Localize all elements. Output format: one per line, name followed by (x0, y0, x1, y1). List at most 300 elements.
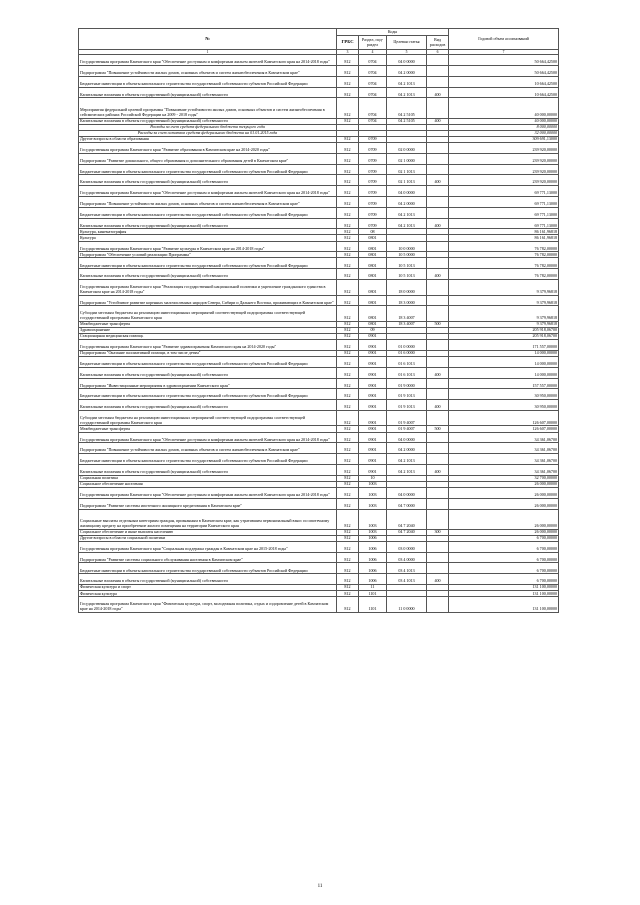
row-vid (427, 207, 449, 218)
row-name: Социальное обеспечение и иные выплаты населению (79, 529, 337, 535)
row-article: 04 0 0000 (387, 55, 427, 66)
row-sum: 34 361,06700 (449, 432, 559, 443)
row-sum: 131 100,00000 (449, 591, 559, 597)
row-grbs: 812 (337, 235, 359, 241)
header-grbs: ГРБС (337, 36, 359, 50)
table-row (79, 241, 559, 252)
row-article: 10 5 0000 (387, 252, 427, 258)
row-razdel: 0709 (359, 196, 387, 207)
row-sum: 239 920,00000 (449, 164, 559, 175)
row-grbs: 812 (337, 481, 359, 487)
row-sum: 205 918,06700 (449, 333, 559, 339)
row-article: 04 2 0000 (387, 196, 427, 207)
row-grbs: 812 (337, 153, 359, 164)
row-vid (427, 410, 449, 426)
row-sum: 69 771,13000 (449, 196, 559, 207)
row-grbs: 812 (337, 552, 359, 563)
row-grbs: 812 (337, 597, 359, 613)
row-grbs: 812 (337, 258, 359, 269)
row-name: Государственная программа Камчатского края "Развитие образования в Камчатском крае на 2014-2020 годы" (79, 142, 337, 153)
row-grbs: 812 (337, 454, 359, 465)
table-row (79, 464, 559, 475)
row-razdel: 0901 (359, 340, 387, 351)
row-grbs: 812 (337, 389, 359, 400)
row-name: Подпрограмма "Устойчивое развитие коренных малочисленных народов Севера, Сибири и Дальнего Востока, проживающих в Камчатском крае" (79, 295, 337, 306)
row-article: 04 2 1013 (387, 464, 427, 475)
table-row (79, 164, 559, 175)
row-sum: 6 700,00000 (449, 563, 559, 574)
row-name: Расходы за счет средств федерального бюджета текущего года (79, 124, 337, 130)
row-vid (427, 552, 449, 563)
row-article: 01 6 0000 (387, 350, 427, 356)
row-grbs: 812 (337, 118, 359, 124)
row-grbs: 812 (337, 426, 359, 432)
row-sum: 34 361,06700 (449, 454, 559, 465)
row-article: 04 2 5105 (387, 98, 427, 118)
row-sum: 126 607,00000 (449, 410, 559, 426)
row-grbs: 812 (337, 175, 359, 186)
row-article: 01 9 1013 (387, 389, 427, 400)
row-article: 03 4 1013 (387, 574, 427, 585)
row-razdel: 1101 (359, 591, 387, 597)
row-sum: 32 700,00000 (449, 475, 559, 481)
row-razdel: 1003 (359, 487, 387, 498)
row-sum: 9 379,96818 (449, 306, 559, 322)
table-row (79, 597, 559, 613)
row-article: 04 2 1013 (387, 454, 427, 465)
row-grbs: 812 (337, 541, 359, 552)
row-grbs: 812 (337, 76, 359, 87)
table-row (79, 175, 559, 186)
row-grbs: 812 (337, 475, 359, 481)
row-razdel: 1006 (359, 563, 387, 574)
table-row (79, 552, 559, 563)
row-razdel: 0801 (359, 269, 387, 280)
budget-table (78, 28, 559, 613)
row-razdel: 1003 (359, 498, 387, 509)
row-name: Бюджетные инвестиции в объекты капитального строительства государственной собственности субъектов Российской Федерации (79, 207, 337, 218)
row-razdel: 0901 (359, 350, 387, 356)
table-row (79, 306, 559, 322)
row-razdel: 1101 (359, 597, 387, 613)
table-row (79, 87, 559, 98)
row-name: Бюджетные инвестиции в объекты капитального строительства государственной собственности субъектов Российской Федерации (79, 258, 337, 269)
table-row (79, 509, 559, 529)
row-razdel: 0801 (359, 321, 387, 327)
row-name: Социальная политика (79, 475, 337, 481)
row-name: Капитальные вложения в объекты государственной (муниципальной) собственности (79, 218, 337, 229)
row-article: 04 2 1013 (387, 207, 427, 218)
row-grbs: 812 (337, 186, 359, 197)
row-grbs: 812 (337, 340, 359, 351)
table-row (79, 55, 559, 66)
table-row (79, 541, 559, 552)
table-row (79, 378, 559, 389)
table-row (79, 487, 559, 498)
row-name: Культура (79, 235, 337, 241)
row-razdel: 0901 (359, 378, 387, 389)
row-razdel: 1006 (359, 552, 387, 563)
row-sum: 6 700,00000 (449, 541, 559, 552)
row-vid (427, 66, 449, 77)
row-grbs: 812 (337, 487, 359, 498)
table-row (79, 432, 559, 443)
row-grbs: 812 (337, 269, 359, 280)
row-sum: 239 920,00000 (449, 142, 559, 153)
row-sum: 26 000,00000 (449, 487, 559, 498)
table-row (79, 410, 559, 426)
row-grbs: 812 (337, 87, 359, 98)
row-razdel: 0901 (359, 389, 387, 400)
row-grbs: 812 (337, 241, 359, 252)
row-article: 03 4 0000 (387, 552, 427, 563)
row-sum: 239 920,00000 (449, 175, 559, 186)
row-name: Подпрограмма "Повышение устойчивости жилых домов, основных объектов и систем жизнеобеспечения в Камчатском крае" (79, 443, 337, 454)
row-grbs: 812 (337, 306, 359, 322)
row-name: Подпрограмма "Оказание паллиативной помощи, в том числе детям" (79, 350, 337, 356)
row-article: 04 2 0000 (387, 66, 427, 77)
row-article: 18 3 0000 (387, 295, 427, 306)
table-row (79, 389, 559, 400)
row-sum: 10 664,42500 (449, 87, 559, 98)
row-name: Другие вопросы в области образования (79, 136, 337, 142)
row-vid (427, 241, 449, 252)
col-number-7: 7 (449, 50, 559, 55)
row-vid (427, 541, 449, 552)
row-vid (427, 597, 449, 613)
row-vid (427, 186, 449, 197)
row-sum: 30 950,00000 (449, 400, 559, 411)
row-article: 02 1 0000 (387, 153, 427, 164)
row-razdel: 09 (359, 327, 387, 333)
row-article: 01 0 0000 (387, 340, 427, 351)
row-name: Государственная программа Камчатского края "Обеспечение доступным и комфортным жильем жителей Камчатского края на 2014-2018 годы" (79, 55, 337, 66)
row-name: Государственная программа Камчатского края "Обеспечение доступным и комфортным жильем жителей Камчатского края на 2014-2018 годы" (79, 487, 337, 498)
row-sum: 69 771,13000 (449, 218, 559, 229)
table-row (79, 295, 559, 306)
row-grbs: 812 (337, 66, 359, 77)
row-vid: 400 (427, 464, 449, 475)
row-article: 18 3 4007 (387, 306, 427, 322)
table-row (79, 340, 559, 351)
row-sum: 239 920,00000 (449, 153, 559, 164)
row-sum: 76 782,00000 (449, 252, 559, 258)
row-sum: 9 379,96818 (449, 295, 559, 306)
table-row (79, 498, 559, 509)
table-row (79, 153, 559, 164)
row-name: Социальное обеспечение населения (79, 481, 337, 487)
row-article: 04 2 1013 (387, 218, 427, 229)
row-sum: 32 000,00000 (449, 130, 559, 136)
row-name: Капитальные вложения в объекты государственной (муниципальной) собственности (79, 87, 337, 98)
row-razdel: 0901 (359, 426, 387, 432)
row-razdel: 0709 (359, 186, 387, 197)
row-razdel: 0801 (359, 306, 387, 322)
row-sum: 30 950,00000 (449, 389, 559, 400)
header-vid: Вид расходов (427, 36, 449, 50)
row-name: Физическая культура (79, 591, 337, 597)
row-name: Бюджетные инвестиции в объекты капитального строительства государственной собственности субъектов Российской Федерации (79, 356, 337, 367)
row-sum: 10 664,42500 (449, 76, 559, 87)
row-name: Межбюджетные трансферты (79, 321, 337, 327)
page-number: 11 (317, 884, 323, 889)
row-article: 01 9 1013 (387, 400, 427, 411)
row-name: Расходы за счет остатков средств федерального бюджета на 01.01.2015 года (79, 130, 337, 136)
row-vid: 400 (427, 400, 449, 411)
row-article: 01 9 4007 (387, 410, 427, 426)
row-name: Государственная программа Камчатского края "Социальная поддержка граждан в Камчатском крае на 2015-2018 годы" (79, 541, 337, 552)
row-name: Государственная программа Камчатского края "Физическая культура, спорт, молодежная политика, отдых и оздоровление детей в Камчатском крае на 2014-2018 годы" (79, 597, 337, 613)
row-grbs: 812 (337, 367, 359, 378)
row-name: Подпрограмма "Развитие системы социального обслуживания населения в Камчатском крае" (79, 552, 337, 563)
row-article: 04 0 0000 (387, 186, 427, 197)
col-number-1: 1 (79, 50, 337, 55)
row-name: Бюджетные инвестиции в объекты капитального строительства государственной собственности субъектов Российской Федерации (79, 454, 337, 465)
row-name: Капитальные вложения в объекты государственной (муниципальной) собственности (79, 400, 337, 411)
row-grbs: 812 (337, 574, 359, 585)
row-razdel: 0709 (359, 136, 387, 142)
row-razdel: 0704 (359, 87, 387, 98)
row-sum: 76 782,00000 (449, 258, 559, 269)
row-vid (427, 98, 449, 118)
row-razdel: 0801 (359, 295, 387, 306)
row-sum: 26 000,00000 (449, 509, 559, 529)
row-vid (427, 509, 449, 529)
row-razdel: 0709 (359, 218, 387, 229)
row-sum: 6 700,00000 (449, 574, 559, 585)
col-number-4: 4 (359, 50, 387, 55)
row-grbs: 812 (337, 164, 359, 175)
row-name: Бюджетные инвестиции в объекты капитального строительства государственной собственности субъектов Российской Федерации (79, 563, 337, 574)
header-num: № (79, 29, 337, 50)
row-grbs: 812 (337, 142, 359, 153)
row-article: 04 2 1013 (387, 87, 427, 98)
row-name: Государственная программа Камчатского края "Развитие культуры в Камчатском крае на 2014-2018 годы" (79, 241, 337, 252)
row-razdel: 0901 (359, 464, 387, 475)
row-article: 10 5 1013 (387, 258, 427, 269)
row-grbs: 812 (337, 535, 359, 541)
row-name: Другие вопросы в области социальной политики (79, 535, 337, 541)
table-row (79, 142, 559, 153)
row-sum: 40 000,00000 (449, 98, 559, 118)
row-vid (427, 563, 449, 574)
table-row (79, 66, 559, 77)
row-article: 03 0 0000 (387, 541, 427, 552)
table-row (79, 454, 559, 465)
header-article: Целевая статья (387, 36, 427, 50)
table-row (79, 186, 559, 197)
row-grbs: 812 (337, 321, 359, 327)
row-grbs: 812 (337, 410, 359, 426)
row-sum: 69 771,13000 (449, 186, 559, 197)
row-sum: 26 000,00000 (449, 529, 559, 535)
header-total: Годовой объем ассигнований (449, 29, 559, 50)
row-vid: 400 (427, 218, 449, 229)
row-grbs: 812 (337, 229, 359, 235)
row-grbs: 812 (337, 585, 359, 591)
row-vid (427, 76, 449, 87)
row-vid: 400 (427, 367, 449, 378)
row-article: 01 6 1013 (387, 356, 427, 367)
row-sum: 6 700,00000 (449, 552, 559, 563)
row-grbs: 812 (337, 252, 359, 258)
row-grbs: 812 (337, 55, 359, 66)
row-name: Культура, кинематография (79, 229, 337, 235)
row-razdel: 0901 (359, 333, 387, 339)
row-name: Подпрограмма "Повышение устойчивости жилых домов, основных объектов и систем жизнеобеспечения в Камчатском крае" (79, 196, 337, 207)
row-article: 04 2 0000 (387, 443, 427, 454)
row-name: Подпрограмма "Повышение устойчивости жилых домов, основных объектов и систем жизнеобеспечения в Камчатском крае" (79, 66, 337, 77)
row-article: 03 4 1013 (387, 563, 427, 574)
row-razdel: 0704 (359, 66, 387, 77)
row-vid (427, 340, 449, 351)
row-article: 04 0 0000 (387, 432, 427, 443)
row-name: Капитальные вложения в объекты государственной (муниципальной) собственности (79, 367, 337, 378)
row-grbs: 812 (337, 591, 359, 597)
row-razdel: 0901 (359, 443, 387, 454)
row-name: Мероприятия федеральной целевой программы "Повышение устойчивости жилых домов, основных объектов и систем жизнеобеспечения в сейсмических районах Российской Федерации на 2009 - 2018 годы" (79, 98, 337, 118)
row-grbs: 812 (337, 464, 359, 475)
row-name: Субсидии местным бюджетам на реализацию инвестиционных мероприятий соответствующей подпрограммы соответствующей государственной программы Камчатского края (79, 410, 337, 426)
row-vid: 500 (427, 321, 449, 327)
row-article: 02 0 0000 (387, 142, 427, 153)
row-razdel: 0901 (359, 432, 387, 443)
table-row (79, 76, 559, 87)
row-grbs: 812 (337, 280, 359, 296)
row-razdel: 0709 (359, 142, 387, 153)
row-name: Государственная программа Камчатского края "Развитие здравоохранения Камчатского края на 2014-2020 годы" (79, 340, 337, 351)
row-razdel: 1006 (359, 535, 387, 541)
row-sum: 86 161,96818 (449, 229, 559, 235)
row-sum: 205 918,06700 (449, 327, 559, 333)
document-page (78, 28, 558, 613)
row-sum: 34 361,06700 (449, 464, 559, 475)
row-grbs: 812 (337, 563, 359, 574)
row-razdel: 0801 (359, 241, 387, 252)
row-vid (427, 196, 449, 207)
row-vid (427, 55, 449, 66)
row-name: Государственная программа Камчатского края "Обеспечение доступным и комфортным жильем жителей Камчатского края на 2014-2018 годы" (79, 186, 337, 197)
row-sum: 9 379,96818 (449, 280, 559, 296)
table-row (79, 98, 559, 118)
row-name: Капитальные вложения в объекты государственной (муниципальной) собственности (79, 464, 337, 475)
header-codes: Коды (337, 29, 449, 36)
row-name: Бюджетные инвестиции в объекты капитального строительства государственной собственности субъектов Российской Федерации (79, 164, 337, 175)
row-vid (427, 389, 449, 400)
header-razdel: Раздел, под-раздел (359, 36, 387, 50)
col-number-5: 5 (387, 50, 427, 55)
row-razdel: 0709 (359, 175, 387, 186)
row-sum: 309 691,13000 (449, 136, 559, 142)
row-grbs: 812 (337, 443, 359, 454)
row-sum: 34 361,06700 (449, 443, 559, 454)
row-grbs: 812 (337, 136, 359, 142)
row-vid (427, 432, 449, 443)
row-name: Здравоохранение (79, 327, 337, 333)
row-sum: 171 557,00000 (449, 340, 559, 351)
row-article: 18 3 4007 (387, 321, 427, 327)
row-sum: 157 557,00000 (449, 378, 559, 389)
table-row (79, 196, 559, 207)
table-row (79, 574, 559, 585)
row-article: 04 7 2040 (387, 509, 427, 529)
row-article: 01 6 1013 (387, 367, 427, 378)
row-name: Стационарная медицинская помощь (79, 333, 337, 339)
row-sum: 14 000,00000 (449, 356, 559, 367)
table-row (79, 400, 559, 411)
row-grbs: 812 (337, 400, 359, 411)
row-name: Капитальные вложения в объекты государственной (муниципальной) собственности (79, 175, 337, 186)
row-vid: 500 (427, 426, 449, 432)
row-article: 18 0 0000 (387, 280, 427, 296)
row-article: 02 1 1013 (387, 175, 427, 186)
row-sum: 131 100,00000 (449, 597, 559, 613)
row-razdel: 0704 (359, 98, 387, 118)
row-sum: 40 000,00000 (449, 118, 559, 124)
row-name: Субсидии местным бюджетам на реализацию инвестиционных мероприятий соответствующей подпрограммы соответствующей государственной программы Камчатского края (79, 306, 337, 322)
row-razdel: 1006 (359, 541, 387, 552)
row-vid (427, 280, 449, 296)
row-name: Подпрограмма "Развитие системы ипотечного жилищного кредитования в Камчатском крае" (79, 498, 337, 509)
row-sum: 131 100,00000 (449, 585, 559, 591)
row-razdel: 11 (359, 585, 387, 591)
row-name: Подпрограмма "Развитие дошкольного, общего образования и дополнительного образования детей в Камчатском крае" (79, 153, 337, 164)
row-vid (427, 142, 449, 153)
row-article: 10 0 0000 (387, 241, 427, 252)
row-sum: 9 379,96818 (449, 321, 559, 327)
table-row (79, 218, 559, 229)
row-grbs: 812 (337, 207, 359, 218)
row-name: Подпрограмма "Инвестиционные мероприятия в здравоохранении Камчатского края" (79, 378, 337, 389)
row-article: 04 0 0000 (387, 487, 427, 498)
row-sum: 69 771,13000 (449, 207, 559, 218)
row-article: 02 1 1013 (387, 164, 427, 175)
row-vid (427, 295, 449, 306)
row-sum: 86 161,96818 (449, 235, 559, 241)
row-vid: 400 (427, 574, 449, 585)
row-article: 04 7 2040 (387, 529, 427, 535)
row-vid (427, 164, 449, 175)
row-grbs: 812 (337, 432, 359, 443)
row-razdel: 10 (359, 475, 387, 481)
table-row (79, 269, 559, 280)
row-name: Межбюджетные трансферты (79, 426, 337, 432)
row-grbs: 812 (337, 196, 359, 207)
row-article: 04 2 5105 (387, 118, 427, 124)
row-sum: 14 000,00000 (449, 350, 559, 356)
table-row (79, 207, 559, 218)
row-grbs: 812 (337, 295, 359, 306)
row-razdel: 0709 (359, 153, 387, 164)
row-name: Социальные выплаты отдельным категориям граждан, признанным в Камчатском крае, как утратившим первоначальный взнос по ипотечному жилищному кредиту на приобретение жилого помещения на территории Камчатского края (79, 509, 337, 529)
row-grbs: 812 (337, 529, 359, 535)
row-sum: 26 000,00000 (449, 498, 559, 509)
row-name: Физическая культура и спорт (79, 585, 337, 591)
row-sum: 76 782,00000 (449, 269, 559, 280)
row-razdel: 0801 (359, 235, 387, 241)
row-razdel: 1003 (359, 529, 387, 535)
row-sum: 26 000,00000 (449, 481, 559, 487)
row-grbs: 812 (337, 498, 359, 509)
row-name: Капитальные вложения в объекты государственной (муниципальной) собственности (79, 574, 337, 585)
row-grbs: 812 (337, 509, 359, 529)
row-vid (427, 378, 449, 389)
row-razdel: 0709 (359, 164, 387, 175)
row-name: Капитальные вложения в объекты государственной (муниципальной) собственности (79, 269, 337, 280)
row-article: 10 5 1013 (387, 269, 427, 280)
row-razdel: 0901 (359, 454, 387, 465)
row-razdel: 0801 (359, 258, 387, 269)
